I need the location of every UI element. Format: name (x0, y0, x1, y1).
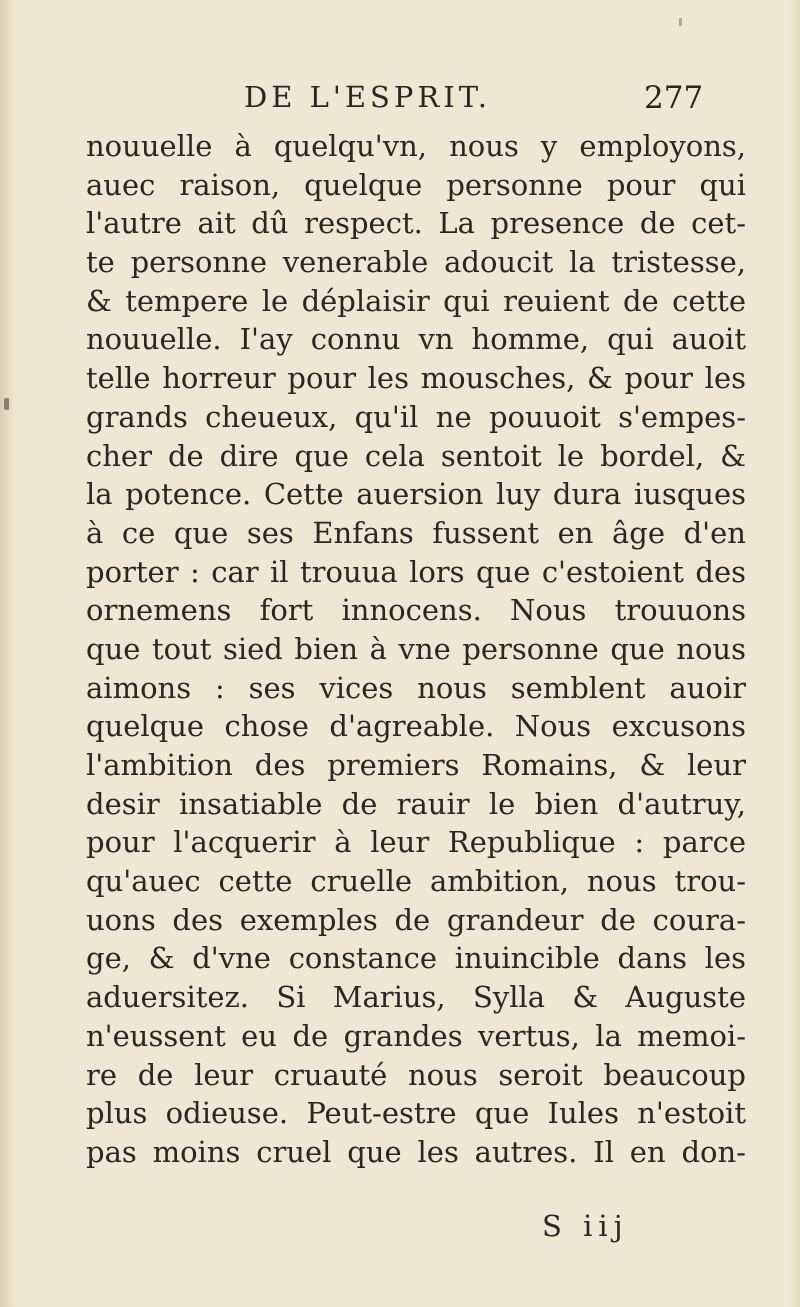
text-line: ornemens fort innocens. Nous trouuons (86, 593, 746, 628)
text-line: telle horreur pour les mousches, & pour les (86, 361, 746, 396)
gutter-shadow (0, 0, 14, 1307)
margin-mark (4, 398, 9, 410)
text-line: qu'auec cette cruelle ambition, nous trou- (86, 864, 746, 899)
body-text (86, 127, 746, 1172)
text-line: ge, & d'vne constance inuincible dans les (86, 941, 746, 976)
text-line: pour l'acquerir à leur Republique : parce (86, 825, 746, 860)
paper-speck (679, 18, 682, 26)
page-header (0, 80, 800, 128)
text-line: porter : car il trouua lors que c'estoient des (86, 554, 746, 589)
text-line: re de leur cruauté nous seroit beaucoup (86, 1057, 746, 1092)
text-line: la potence. Cette auersion luy dura iusques (86, 477, 746, 512)
text-line: auec raison, quelque personne pour qui (86, 167, 746, 202)
text-line: quelque chose d'agreable. Nous excusons (86, 709, 746, 744)
page-edge-shadow (790, 0, 800, 1307)
text-line: grands cheueux, qu'il ne pouuoit s'empes- (86, 399, 746, 434)
text-line: te personne venerable adoucit la tristesse, (86, 245, 746, 280)
text-line: l'ambition des premiers Romains, & leur (86, 748, 746, 782)
signature-mark: S iij (542, 1209, 629, 1243)
text-line: pas moins cruel que les autres. Il en don- (86, 1134, 746, 1169)
text-line: desir insatiable de rauir le bien d'autruy, (86, 786, 746, 821)
text-line: uons des exemples de grandeur de coura- (86, 902, 746, 937)
text-line: que tout sied bien à vne personne que nous (86, 631, 746, 666)
text-line: plus odieuse. Peut-estre que Iules n'estoit (86, 1096, 746, 1131)
text-line: aduersitez. Si Marius, Sylla & Auguste (86, 980, 746, 1015)
text-line: n'eussent eu de grandes vertus, la memoi- (86, 1018, 746, 1053)
text-line: nouuelle. I'ay connu vn homme, qui auoit (86, 322, 746, 357)
page-number: 277 (644, 80, 704, 116)
text-line: à ce que ses Enfans fussent en âge d'en (86, 515, 746, 550)
running-head: DE L'ESPRIT. (244, 80, 492, 114)
text-line: l'autre ait dû respect. La presence de cet- (86, 206, 746, 241)
text-line: nouuelle à quelqu'vn, nous y employons, (86, 129, 746, 163)
text-line: aimons : ses vices nous semblent auoir (86, 670, 746, 705)
text-line: cher de dire que cela sentoit le bordel, & (86, 438, 746, 473)
text-line: & tempere le déplaisir qui reuient de cette (86, 283, 746, 318)
